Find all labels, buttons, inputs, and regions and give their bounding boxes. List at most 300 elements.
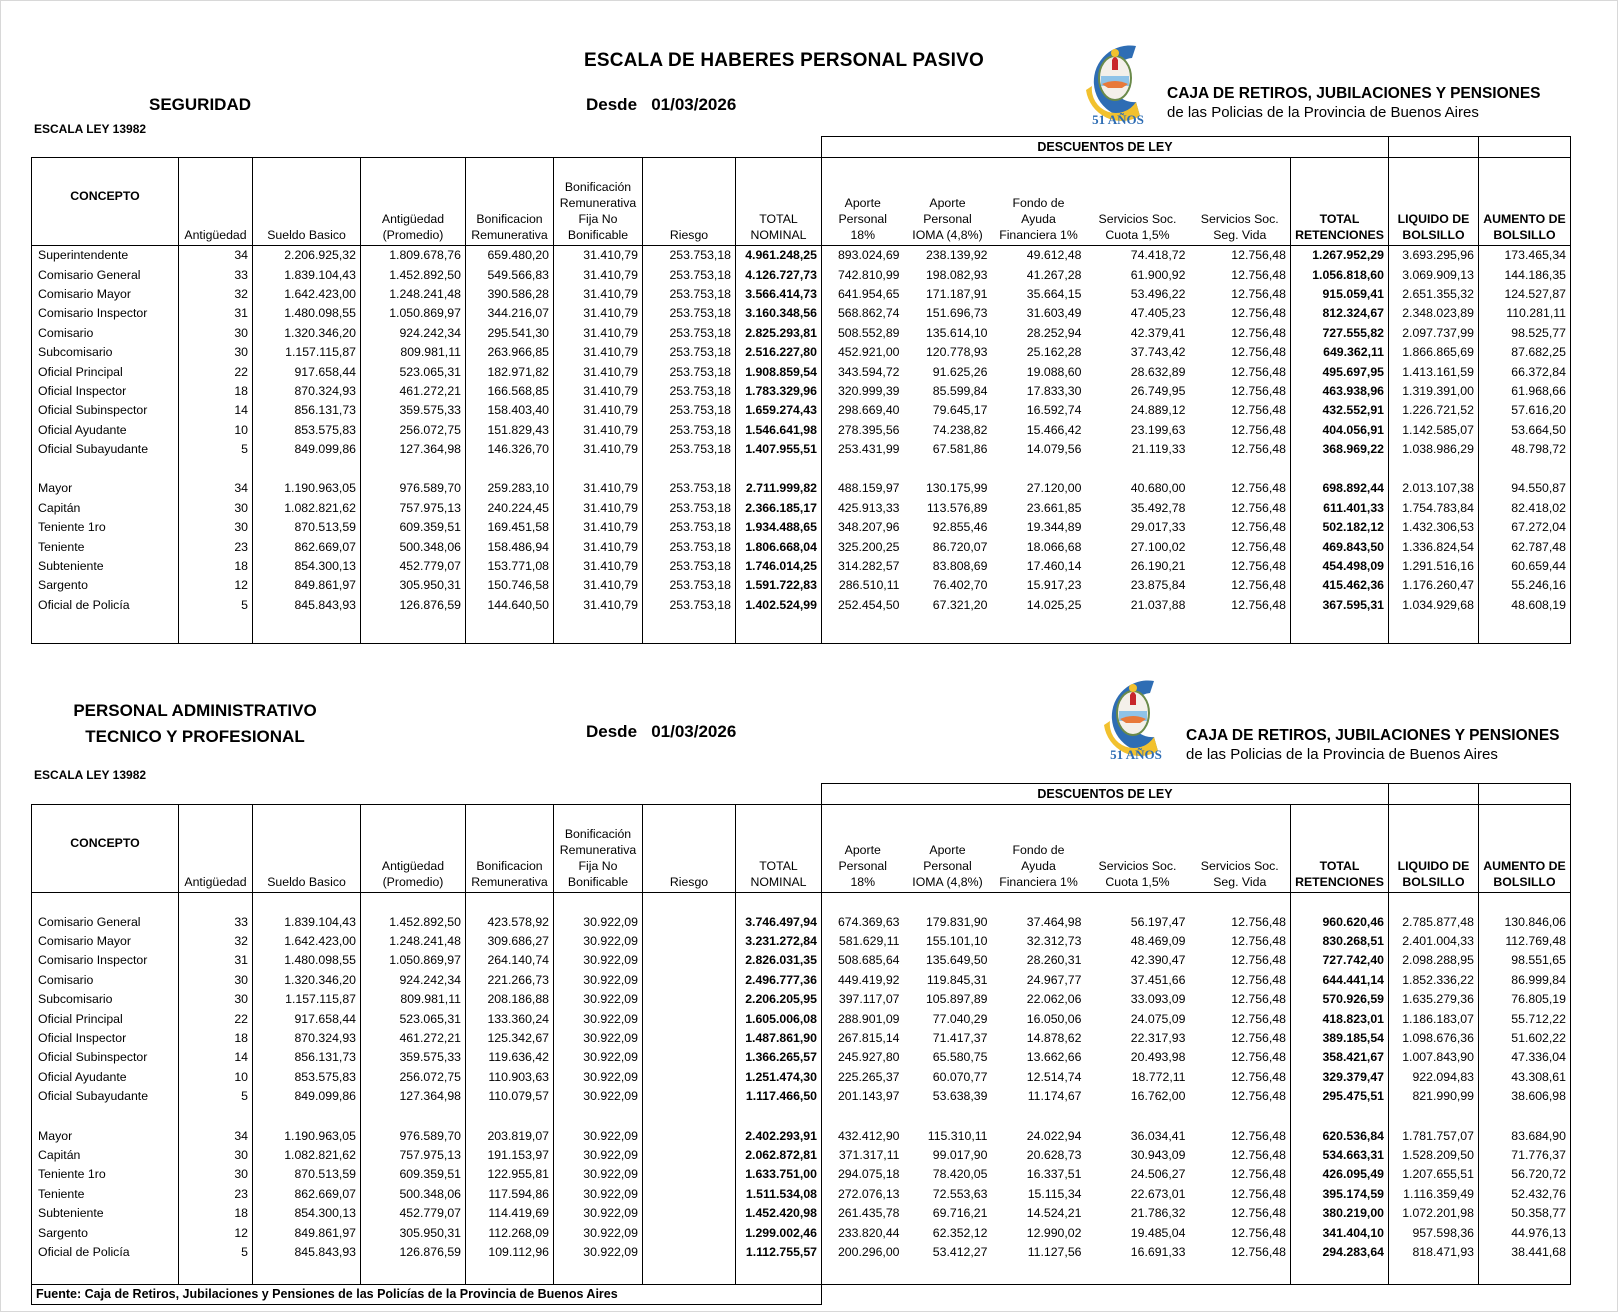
cell-value: 67.272,04 — [1479, 518, 1571, 537]
cell-value: 16.762,00 — [1130, 1089, 1186, 1104]
cell-value — [643, 1165, 736, 1184]
cell-value — [643, 913, 736, 932]
org-name-line2: de las Policias de la Provincia de Buenos Aires — [1167, 104, 1479, 121]
cell-value: 1.248.241,48 — [361, 932, 466, 951]
cell-concepto: Subcomisario — [32, 343, 179, 362]
cell-value — [643, 951, 736, 970]
cell-value: 742.810,99 — [837, 267, 900, 282]
cell-value: 253.431,99 — [837, 442, 900, 457]
cell-value: 508.685,64 — [837, 953, 900, 968]
cell-value: 2.206.205,95 — [736, 990, 822, 1009]
cell-value: 28.632,89 — [1130, 364, 1186, 379]
cell-value: 12.514,74 — [1026, 1069, 1082, 1084]
cell-value: 523.065,31 — [361, 362, 466, 381]
cell-value: 253.753,18 — [643, 518, 736, 537]
cell-value: 31.603,49 — [1026, 306, 1082, 321]
desde-label: Desde — [586, 95, 638, 114]
cell-value: 1.082.821,62 — [253, 1146, 361, 1165]
cell-value: 1.319.391,00 — [1389, 382, 1479, 401]
cell-value: 534.663,31 — [1291, 1146, 1389, 1165]
cell-value: 253.753,18 — [643, 246, 736, 266]
cell-value: 1.072.201,98 — [1389, 1204, 1479, 1223]
cell-value: 74.418,72 — [1130, 248, 1186, 263]
table-row — [32, 1223, 1571, 1242]
cell-value: 30.922,09 — [554, 990, 643, 1009]
cell-value: 32 — [179, 932, 253, 951]
cell-value: 915.059,41 — [1291, 285, 1389, 304]
cell-value: 10 — [179, 1068, 253, 1087]
cell-value: 12.756,48 — [1190, 1146, 1291, 1165]
cell-value: 31.410,79 — [554, 324, 643, 343]
cell-value: 2.348.023,89 — [1389, 304, 1479, 323]
seguridad-group-oficiales-subalternos — [32, 479, 1571, 615]
cell-value: 267.815,14 — [837, 1031, 900, 1046]
cell-value: 12.756,48 — [1190, 1204, 1291, 1223]
cell-value: 86.999,84 — [1479, 971, 1571, 990]
cell-value: 12.756,48 — [1190, 1126, 1291, 1145]
cell-value: 31 — [179, 951, 253, 970]
cell-value — [643, 1029, 736, 1048]
cell-value: 24.506,27 — [1130, 1167, 1186, 1182]
cell-value: 1.783.329,96 — [736, 382, 822, 401]
cell-value: 757.975,13 — [361, 499, 466, 518]
cell-value: 12.756,48 — [1190, 951, 1291, 970]
cell-value: 158.403,40 — [466, 401, 554, 420]
cell-value: 122.955,81 — [466, 1165, 554, 1184]
cell-value: 208.186,88 — [466, 990, 554, 1009]
table-row — [32, 537, 1571, 556]
cell-value: 60.659,44 — [1479, 557, 1571, 576]
cell-value: 870.324,93 — [253, 382, 361, 401]
cell-value: 240.224,45 — [466, 499, 554, 518]
cell-value: 21.786,32 — [1130, 1206, 1186, 1221]
cell-value: 1.050.869,97 — [361, 304, 466, 323]
col-concepto: CONCEPTO — [32, 805, 179, 893]
cell-value: 1.546.641,98 — [736, 421, 822, 440]
col-sueldo-basico: Sueldo Basico — [253, 805, 361, 893]
cell-value: 2.711.999,82 — [736, 479, 822, 498]
cell-value: 1.866.865,69 — [1389, 343, 1479, 362]
cell-value: 21.037,88 — [1130, 597, 1186, 612]
cell-value: 960.620,46 — [1291, 913, 1389, 932]
cell-value: 72.553,63 — [932, 1186, 988, 1201]
cell-value: 12.756,48 — [1190, 1029, 1291, 1048]
table-row — [32, 1009, 1571, 1028]
cell-value: 60.070,77 — [932, 1069, 988, 1084]
cell-value: 30 — [179, 343, 253, 362]
col-concepto: CONCEPTO — [32, 158, 179, 246]
cell-value: 14.878,62 — [1026, 1031, 1082, 1046]
cell-value: 78.420,05 — [932, 1167, 988, 1182]
cell-value: 294.283,64 — [1291, 1243, 1389, 1262]
cell-value: 4.126.727,73 — [736, 265, 822, 284]
table-row — [32, 951, 1571, 970]
cell-value: 1.291.516,16 — [1389, 557, 1479, 576]
cell-value: 31.410,79 — [554, 382, 643, 401]
col-riesgo: Riesgo — [643, 158, 736, 246]
cell-value: 37.451,66 — [1130, 972, 1186, 987]
cell-value: 452.921,00 — [837, 345, 900, 360]
cell-value: 17.833,30 — [1026, 383, 1082, 398]
cell-value: 47.336,04 — [1479, 1048, 1571, 1067]
cell-value: 31.410,79 — [554, 518, 643, 537]
cell-value: 16.337,51 — [1026, 1167, 1082, 1182]
cell-value: 53.664,50 — [1479, 421, 1571, 440]
cell-value: 2.097.737,99 — [1389, 324, 1479, 343]
cell-value: 320.999,39 — [837, 383, 900, 398]
cell-value: 28.252,94 — [1026, 325, 1082, 340]
cell-value: 253.753,18 — [643, 537, 736, 556]
cell-concepto: Comisario Mayor — [32, 932, 179, 951]
caja-logo-icon — [1078, 38, 1168, 126]
cell-value: 66.372,84 — [1479, 362, 1571, 381]
cell-concepto: Oficial de Policía — [32, 596, 179, 615]
cell-value: 92.855,46 — [932, 520, 988, 535]
cell-value: 845.843,93 — [253, 596, 361, 615]
cell-value: 256.072,75 — [361, 1068, 466, 1087]
cell-value: 5 — [179, 440, 253, 459]
cell-value: 463.938,96 — [1291, 382, 1389, 401]
cell-value: 55.712,22 — [1479, 1009, 1571, 1028]
salary-table-administrativo — [31, 783, 1571, 1305]
cell-value: 12.990,02 — [1026, 1225, 1082, 1240]
cell-value: 34 — [179, 246, 253, 266]
table-row — [32, 479, 1571, 498]
cell-value — [643, 990, 736, 1009]
cell-value: 12.756,48 — [1190, 401, 1291, 420]
cell-value: 12.756,48 — [1190, 362, 1291, 381]
cell-value: 253.753,18 — [643, 479, 736, 498]
cell-value: 976.589,70 — [361, 479, 466, 498]
cell-value: 19.344,89 — [1026, 520, 1082, 535]
cell-value: 67.581,86 — [932, 442, 988, 457]
org-name-line1: CAJA DE RETIROS, JUBILACIONES Y PENSIONES — [1186, 727, 1560, 744]
cell-value: 30.922,09 — [554, 1068, 643, 1087]
cell-value: 31.410,79 — [554, 362, 643, 381]
cell-value: 397.117,07 — [838, 992, 900, 1007]
cell-value: 53.496,22 — [1130, 286, 1186, 301]
cell-value: 1.050.869,97 — [361, 951, 466, 970]
cell-value: 42.390,47 — [1130, 953, 1186, 968]
cell-value — [643, 971, 736, 990]
cell-value: 12.756,48 — [1190, 990, 1291, 1009]
col-servicios-vida: Servicios Soc. Seg. Vida — [1190, 158, 1291, 246]
section-title-seguridad: SEGURIDAD — [148, 95, 251, 114]
cell-value: 20.628,73 — [1026, 1147, 1082, 1162]
cell-value: 30.922,09 — [554, 932, 643, 951]
cell-concepto: Comisario — [32, 324, 179, 343]
cell-concepto: Oficial Subayudante — [32, 1087, 179, 1106]
cell-value: 812.324,67 — [1291, 304, 1389, 323]
cell-value: 12.756,48 — [1190, 285, 1291, 304]
cell-value: 329.379,47 — [1291, 1068, 1389, 1087]
cell-value: 1.934.488,65 — [736, 518, 822, 537]
col-total-retenciones: TOTAL RETENCIONES — [1291, 158, 1389, 246]
cell-value: 30 — [179, 499, 253, 518]
cell-concepto: Oficial Principal — [32, 1009, 179, 1028]
cell-value: 31.410,79 — [554, 343, 643, 362]
cell-concepto: Oficial Ayudante — [32, 421, 179, 440]
cell-value: 23 — [179, 537, 253, 556]
cell-value: 12.756,48 — [1190, 1009, 1291, 1028]
cell-value: 849.861,97 — [253, 576, 361, 595]
cell-value: 53.638,39 — [932, 1089, 988, 1104]
cell-value: 853.575,83 — [253, 1068, 361, 1087]
cell-value: 33.093,09 — [1130, 992, 1186, 1007]
desde-value: 01/03/2026 — [651, 95, 737, 114]
cell-value: 233.820,44 — [837, 1225, 900, 1240]
cell-value: 893.024,69 — [837, 248, 900, 263]
cell-value: 12.756,48 — [1190, 1087, 1291, 1106]
cell-value: 56.720,72 — [1479, 1165, 1571, 1184]
cell-value: 295.541,30 — [466, 324, 554, 343]
table-row — [32, 1204, 1571, 1223]
cell-value: 432.552,91 — [1291, 401, 1389, 420]
cell-value: 24.022,94 — [1026, 1128, 1082, 1143]
cell-value: 395.174,59 — [1291, 1185, 1389, 1204]
cell-value: 83.808,69 — [932, 559, 988, 574]
cell-value: 368.969,22 — [1291, 440, 1389, 459]
cell-value: 924.242,34 — [361, 324, 466, 343]
cell-value: 1.635.279,36 — [1389, 990, 1479, 1009]
cell-value: 56.197,47 — [1130, 914, 1186, 929]
cell-value: 31.410,79 — [554, 596, 643, 615]
cell-value: 2.366.185,17 — [736, 499, 822, 518]
cell-value: 917.658,44 — [253, 362, 361, 381]
cell-value: 390.586,28 — [466, 285, 554, 304]
table-row — [32, 324, 1571, 343]
col-bonificacion-fija: Bonificación Remunerativa Fija No Bonificable — [554, 158, 643, 246]
cell-value: 23.875,84 — [1130, 578, 1186, 593]
cell-value: 1.098.676,36 — [1389, 1029, 1479, 1048]
col-antiguedad-promedio: Antigüedad (Promedio) — [361, 805, 466, 893]
cell-value: 1.452.892,50 — [361, 265, 466, 284]
cell-value — [643, 1126, 736, 1145]
cell-value: 12.756,48 — [1190, 324, 1291, 343]
cell-value: 1.746.014,25 — [736, 557, 822, 576]
cell-value: 77.040,29 — [932, 1011, 988, 1026]
cell-value: 82.418,02 — [1479, 499, 1571, 518]
cell-value: 130.175,99 — [925, 481, 988, 496]
cell-concepto: Capitán — [32, 1146, 179, 1165]
cell-value: 40.680,00 — [1130, 481, 1186, 496]
cell-value: 508.552,89 — [837, 325, 900, 340]
cell-value: 1.038.986,29 — [1389, 440, 1479, 459]
cell-value: 37.464,98 — [1026, 914, 1082, 929]
cell-value: 854.300,13 — [253, 557, 361, 576]
cell-value: 278.395,56 — [837, 422, 900, 437]
main-title: ESCALA DE HABERES PERSONAL PASIVO — [583, 50, 985, 71]
table-row — [32, 1068, 1571, 1087]
cell-value: 253.753,18 — [643, 401, 736, 420]
title-line2: TECNICO Y PROFESIONAL — [85, 727, 305, 746]
cell-value: 12.756,48 — [1190, 265, 1291, 284]
cell-value: 26.190,21 — [1130, 559, 1186, 574]
cell-value: 47.405,23 — [1130, 306, 1186, 321]
cell-value: 30.922,09 — [554, 1204, 643, 1223]
cell-value: 99.017,90 — [932, 1147, 988, 1162]
cell-value: 1.248.241,48 — [361, 285, 466, 304]
cell-value: 454.498,09 — [1291, 557, 1389, 576]
cell-value: 854.300,13 — [253, 1204, 361, 1223]
descuentos-de-ley-header: DESCUENTOS DE LEY — [822, 137, 1389, 158]
cell-value: 52.432,76 — [1479, 1185, 1571, 1204]
cell-value: 4.961.248,25 — [736, 246, 822, 266]
cell-value: 135.649,50 — [925, 953, 988, 968]
cell-value: 31.410,79 — [554, 421, 643, 440]
cell-value: 12 — [179, 1223, 253, 1242]
col-aporte-personal: Aporte Personal 18% — [822, 158, 904, 246]
cell-value: 1.659.274,43 — [736, 401, 822, 420]
cell-concepto: Oficial Inspector — [32, 1029, 179, 1048]
cell-value: 18 — [179, 1029, 253, 1048]
cell-value: 12.756,48 — [1190, 304, 1291, 323]
cell-value: 25.162,28 — [1026, 345, 1082, 360]
col-bonificacion-remunerativa: Bonificacion Remunerativa — [466, 158, 554, 246]
cell-value: 126.876,59 — [361, 1243, 466, 1262]
cell-value: 238.139,92 — [925, 248, 988, 263]
cell-concepto: Mayor — [32, 479, 179, 498]
cell-value: 1.908.859,54 — [736, 362, 822, 381]
cell-value: 14.079,56 — [1026, 442, 1082, 457]
cell-value: 30 — [179, 324, 253, 343]
cell-value: 31.410,79 — [554, 499, 643, 518]
cell-value: 426.095,49 — [1291, 1165, 1389, 1184]
cell-value: 11.174,67 — [1027, 1089, 1082, 1104]
cell-value: 30.922,09 — [554, 1146, 643, 1165]
cell-value: 305.950,31 — [361, 576, 466, 595]
cell-value: 849.099,86 — [253, 440, 361, 459]
cell-value: 862.669,07 — [253, 1185, 361, 1204]
cell-value: 1.336.824,54 — [1389, 537, 1479, 556]
cell-value: 253.753,18 — [643, 324, 736, 343]
cell-value: 24.889,12 — [1130, 403, 1186, 418]
cell-value: 12.756,48 — [1190, 596, 1291, 615]
cell-value: 294.075,18 — [837, 1167, 900, 1182]
cell-value: 30.922,09 — [554, 1048, 643, 1067]
cell-value: 3.566.414,73 — [736, 285, 822, 304]
cell-value: 24.075,09 — [1130, 1011, 1186, 1026]
cell-value: 110.281,11 — [1479, 304, 1571, 323]
cell-concepto: Comisario Inspector — [32, 304, 179, 323]
cell-value: 12.756,48 — [1190, 537, 1291, 556]
cell-value: 203.819,07 — [466, 1126, 554, 1145]
cell-value: 22 — [179, 362, 253, 381]
cell-value: 30.922,09 — [554, 1165, 643, 1184]
cell-value: 30.922,09 — [554, 1009, 643, 1028]
cell-value: 957.598,36 — [1389, 1223, 1479, 1242]
cell-value: 34 — [179, 1126, 253, 1145]
cell-value: 22.062,06 — [1026, 992, 1082, 1007]
cell-value: 495.697,95 — [1291, 362, 1389, 381]
section-title-administrativo — [50, 698, 340, 750]
cell-value: 30.922,09 — [554, 1126, 643, 1145]
cell-value: 31.410,79 — [554, 304, 643, 323]
cell-value: 15.466,42 — [1026, 422, 1082, 437]
cell-value: 264.140,74 — [466, 951, 554, 970]
cell-value: 924.242,34 — [361, 971, 466, 990]
cell-value: 253.753,18 — [643, 265, 736, 284]
table-row — [32, 1048, 1571, 1067]
cell-value: 31.410,79 — [554, 537, 643, 556]
cell-value: 259.283,10 — [466, 479, 554, 498]
cell-value: 500.348,06 — [361, 537, 466, 556]
cell-value: 367.595,31 — [1291, 596, 1389, 615]
cell-value: 12.756,48 — [1190, 557, 1291, 576]
cell-value: 37.743,42 — [1130, 345, 1186, 360]
cell-value: 461.272,21 — [361, 1029, 466, 1048]
col-aporte-ioma: Aporte Personal IOMA (4,8%) — [904, 805, 992, 893]
cell-value: 809.981,11 — [361, 990, 466, 1009]
cell-value: 3.746.497,94 — [736, 913, 822, 932]
table-row — [32, 304, 1571, 323]
cell-value: 2.401.004,33 — [1389, 932, 1479, 951]
cell-value: 849.099,86 — [253, 1087, 361, 1106]
cell-value: 870.513,59 — [253, 518, 361, 537]
cell-value: 288.901,09 — [837, 1011, 900, 1026]
cell-value: 62.787,48 — [1479, 537, 1571, 556]
salary-table-seguridad — [31, 136, 1571, 644]
table-row — [32, 401, 1571, 420]
col-fondo-ayuda: Fondo de Ayuda Financiera 1% — [992, 158, 1086, 246]
cell-value: 30.922,09 — [554, 1243, 643, 1262]
cell-value: 1.082.821,62 — [253, 499, 361, 518]
cell-value: 133.360,24 — [466, 1009, 554, 1028]
cell-value: 146.326,70 — [466, 440, 554, 459]
cell-value: 1.605.006,08 — [736, 1009, 822, 1028]
cell-concepto: Oficial Subinspector — [32, 1048, 179, 1067]
cell-value: 61.900,92 — [1130, 267, 1186, 282]
cell-value: 18 — [179, 557, 253, 576]
table-row — [32, 913, 1571, 932]
table-row — [32, 499, 1571, 518]
cell-value: 253.753,18 — [643, 576, 736, 595]
cell-value: 418.823,01 — [1291, 1009, 1389, 1028]
cell-value: 853.575,83 — [253, 421, 361, 440]
cell-value: 109.112,96 — [466, 1243, 554, 1262]
col-liquido-bolsillo: LIQUIDO DE BOLSILLO — [1389, 158, 1479, 246]
cell-value: 221.266,73 — [466, 971, 554, 990]
cell-value: 1.487.861,90 — [736, 1029, 822, 1048]
cell-value: 549.566,83 — [466, 265, 554, 284]
cell-concepto: Oficial Subinspector — [32, 401, 179, 420]
cell-value: 1.402.524,99 — [736, 596, 822, 615]
cell-value: 15.115,34 — [1027, 1186, 1082, 1201]
cell-value: 253.753,18 — [643, 499, 736, 518]
cell-value: 1.157.115,87 — [253, 990, 361, 1009]
cell-value: 432.412,90 — [837, 1128, 900, 1143]
cell-value: 1.528.209,50 — [1389, 1146, 1479, 1165]
cell-value: 1.157.115,87 — [253, 343, 361, 362]
cell-value: 127.364,98 — [361, 440, 466, 459]
cell-value: 1.591.722,83 — [736, 576, 822, 595]
cell-value: 1.320.346,20 — [253, 971, 361, 990]
cell-value: 12.756,48 — [1190, 1185, 1291, 1204]
organization-name — [1167, 84, 1541, 122]
caja-logo-icon — [1096, 673, 1186, 761]
cell-value: 2.098.288,95 — [1389, 951, 1479, 970]
cell-value: 57.616,20 — [1479, 401, 1571, 420]
col-aumento-bolsillo: AUMENTO DE BOLSILLO — [1479, 805, 1571, 893]
cell-value: 119.636,42 — [466, 1048, 554, 1067]
col-bonificacion-fija: Bonificación Remunerativa Fija No Bonificable — [554, 805, 643, 893]
cell-value: 727.742,40 — [1291, 951, 1389, 970]
col-riesgo: Riesgo — [643, 805, 736, 893]
cell-value: 809.981,11 — [361, 343, 466, 362]
cell-value: 870.324,93 — [253, 1029, 361, 1048]
cell-concepto: Comisario — [32, 971, 179, 990]
cell-value: 112.268,09 — [466, 1223, 554, 1242]
